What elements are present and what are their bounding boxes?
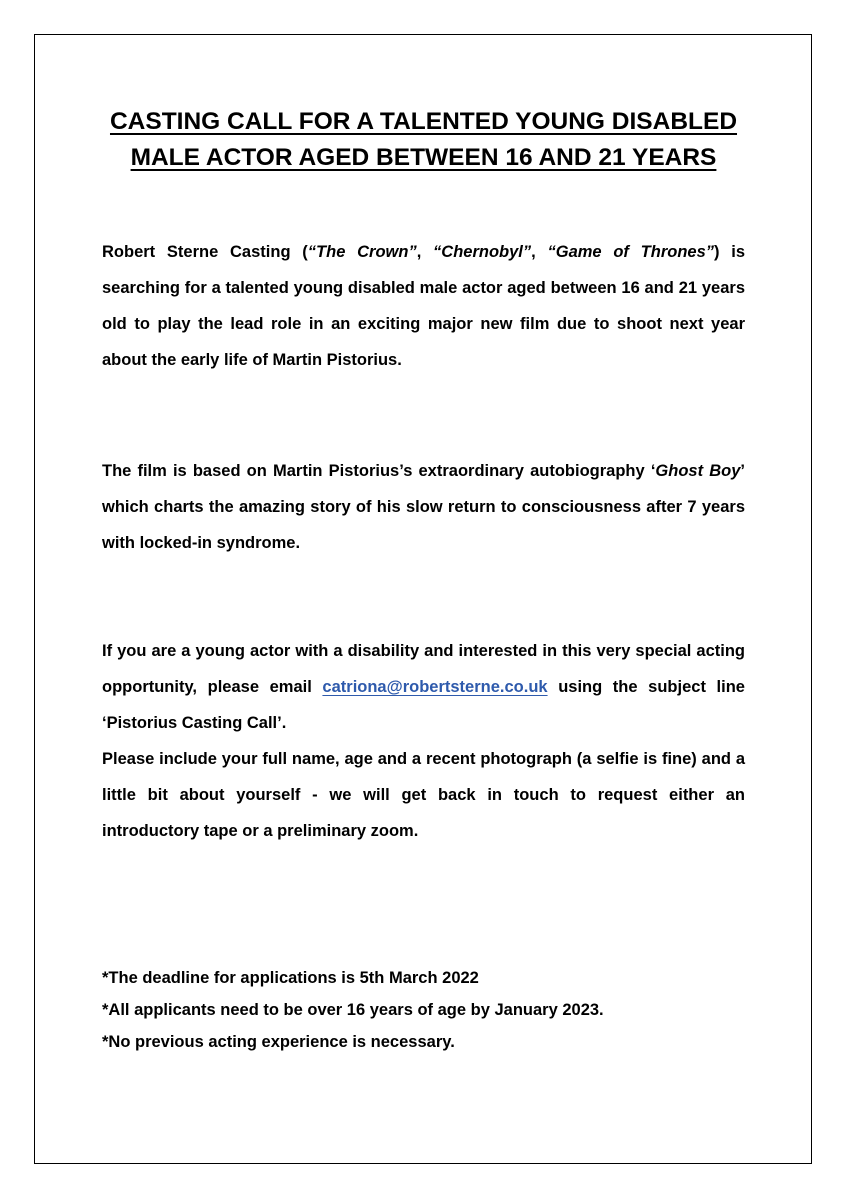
film-text-end: ’ which charts the amazing story of his slow return to consciousness after 7 years with locked-in syndrome. (102, 462, 745, 552)
credit-separator-2: , (531, 243, 548, 261)
instructions-paragraph: Please include your full name, age and a recent photograph (a selfie is fine) and a little bit about yourself - we will get back in touch to request either an introductory tape or a preliminary zoom. (102, 750, 745, 840)
note-deadline: *The deadline for applications is 5th March 2022 (102, 969, 479, 987)
intro-text-end: ) is searching for a talented young disabled male actor aged between 16 and 21 years old to play the lead role in an exciting major new film due to shoot next year about the early life of Martin Pistorius. (102, 243, 746, 369)
credit-chernobyl: “Chernobyl” (433, 243, 532, 261)
title-line-1: CASTING CALL FOR A TALENTED YOUNG DISABLED (109, 108, 738, 135)
note-experience: *No previous acting experience is necessary. (102, 1033, 455, 1051)
title-line-2: MALE ACTOR AGED BETWEEN 16 AND 21 YEARS (130, 144, 717, 171)
page-title (102, 104, 745, 176)
film-text-start: The film is based on Martin Pistorius’s extraordinary autobiography ‘ (102, 462, 656, 480)
email-link[interactable]: catriona@robertsterne.co.uk (322, 678, 548, 696)
book-title: Ghost Boy (655, 462, 741, 480)
intro-paragraph (102, 234, 745, 378)
intro-text-start: Robert Sterne Casting ( (102, 243, 308, 261)
notes-list (102, 962, 745, 1058)
film-paragraph (102, 453, 745, 561)
contact-paragraph (102, 633, 745, 849)
note-age-requirement: *All applicants need to be over 16 years of age by January 2023. (102, 1001, 604, 1019)
credit-the-crown: “The Crown” (307, 243, 417, 261)
contact-text-start: If you are a young actor with a disability and interested in this very special acting opportunity, please email (102, 642, 745, 696)
credit-separator-1: , (416, 243, 434, 261)
credit-game-of-thrones: “Game of Thrones” (547, 243, 715, 261)
contact-text-end: using the subject line ‘Pistorius Casting Call’. (102, 678, 745, 732)
